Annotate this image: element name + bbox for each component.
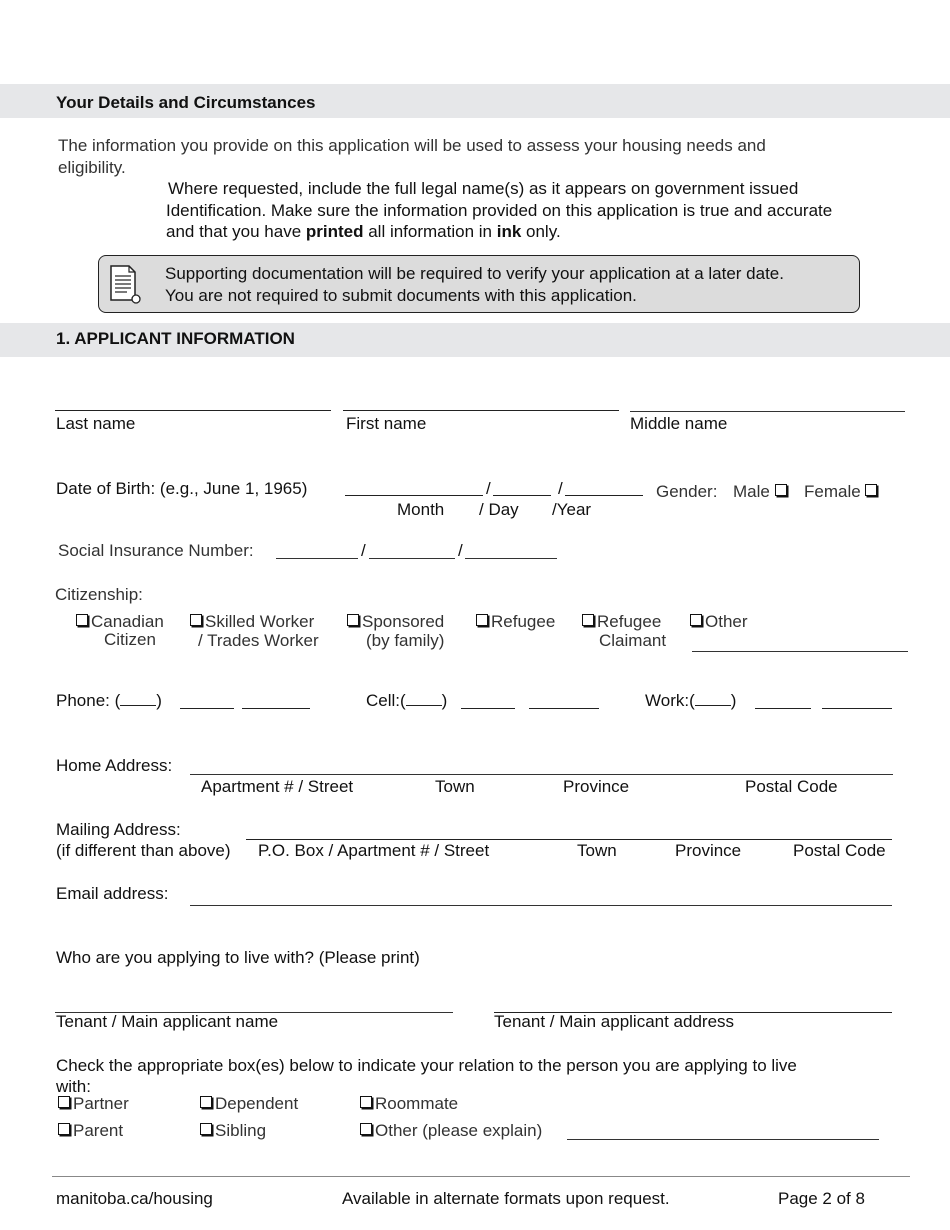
note-line-1: Supporting documentation will be required to verify your application at a later date. — [165, 264, 784, 283]
gender-female-checkbox[interactable] — [865, 484, 877, 496]
refugee-label: Refugee — [491, 612, 556, 631]
dob-month-field[interactable] — [345, 495, 483, 496]
cell-close: ) — [441, 691, 448, 710]
dob-label: Date of Birth: (e.g., June 1, 1965) — [56, 479, 308, 498]
phone-open: Phone: ( — [56, 691, 121, 710]
section-title: Your Details and Circumstances — [56, 93, 316, 112]
roommate-label: Roommate — [375, 1094, 459, 1113]
mailing-address-label: Mailing Address: — [56, 820, 181, 839]
work-open: Work:( — [645, 691, 695, 710]
other-citizenship-checkbox[interactable] — [690, 614, 702, 626]
phone-close: ) — [156, 691, 162, 710]
sibling-checkbox[interactable] — [200, 1123, 212, 1135]
partner-checkbox[interactable] — [58, 1096, 70, 1108]
sin-label: Social Insurance Number: — [58, 541, 254, 560]
parent-label: Parent — [73, 1121, 124, 1140]
citizenship-canadian-option[interactable] — [76, 612, 164, 632]
last-name-label: Last name — [56, 414, 136, 433]
other-relation-label: Other (please explain) — [375, 1121, 543, 1140]
sponsored-label: Sponsored — [362, 612, 445, 631]
dependent-checkbox[interactable] — [200, 1096, 212, 1108]
phone-number-field[interactable] — [242, 708, 310, 709]
sin-field-3[interactable] — [465, 558, 557, 559]
gender-female-option[interactable] — [804, 482, 880, 502]
footer-formats-note: Available in alternate formats upon request. — [342, 1189, 670, 1208]
dob-year-label: /Year — [552, 500, 592, 519]
canadian-label: Canadian — [91, 612, 164, 631]
sponsored-checkbox[interactable] — [347, 614, 359, 626]
refugee-checkbox[interactable] — [476, 614, 488, 626]
mailing-address-sublabel: (if different than above) — [56, 841, 231, 860]
work-number-field[interactable] — [822, 708, 892, 709]
work-label — [645, 691, 736, 711]
req-text-printed: printed — [305, 222, 364, 241]
cell-label — [366, 691, 447, 711]
gender-male-option[interactable] — [733, 482, 790, 502]
gender-label: Gender: — [656, 482, 718, 501]
relation-instruction-line-2: with: — [56, 1077, 91, 1096]
skilled-worker-label-line-2: / Trades Worker — [198, 631, 319, 650]
supporting-docs-note — [98, 255, 860, 313]
requirement-line-3 — [166, 221, 561, 243]
citizenship-refugee-option[interactable] — [476, 612, 555, 632]
refugee-claimant-label-line-2: Claimant — [599, 631, 667, 650]
note-line-2: You are not required to submit documents with this application. — [165, 286, 637, 305]
relation-sibling-option[interactable] — [200, 1121, 266, 1141]
sin-field-1[interactable] — [276, 558, 358, 559]
work-prefix-field[interactable] — [755, 708, 811, 709]
sin-separator-1: / — [361, 541, 366, 560]
dob-month-label: Month — [397, 500, 445, 519]
citizenship-label: Citizenship: — [55, 585, 143, 604]
dependent-label: Dependent — [215, 1094, 299, 1113]
dob-day-label: / Day — [479, 500, 519, 519]
footer-page-number: Page 2 of 8 — [778, 1189, 865, 1208]
sponsored-label-line-2: (by family) — [366, 631, 445, 650]
sibling-label: Sibling — [215, 1121, 267, 1140]
citizenship-sponsored-option[interactable] — [347, 612, 444, 632]
requirement-line-1: Where requested, include the full legal name(s) as it appears on government issued — [168, 179, 799, 198]
tenant-name-label: Tenant / Main applicant name — [56, 1012, 279, 1031]
phone-area-code-field[interactable] — [120, 705, 156, 706]
cell-area-code-field[interactable] — [406, 705, 442, 706]
roommate-checkbox[interactable] — [360, 1096, 372, 1108]
dob-year-field[interactable] — [565, 495, 643, 496]
canadian-label-line-2: Citizen — [104, 630, 156, 649]
parent-checkbox[interactable] — [58, 1123, 70, 1135]
dob-separator-1: / — [486, 479, 491, 498]
home-address-label: Home Address: — [56, 756, 173, 775]
work-area-code-field[interactable] — [695, 705, 731, 706]
gender-male-checkbox[interactable] — [775, 484, 787, 496]
relation-roommate-option[interactable] — [360, 1094, 458, 1114]
sin-field-2[interactable] — [369, 558, 455, 559]
partner-label: Partner — [73, 1094, 129, 1113]
home-province-label: Province — [563, 777, 630, 796]
intro-line-1: The information you provide on this application will be used to assess your housing needs and — [58, 136, 766, 155]
middle-name-field[interactable] — [630, 411, 905, 412]
first-name-field[interactable] — [343, 410, 619, 411]
intro-line-2: eligibility. — [58, 158, 126, 177]
mailing-postal-label: Postal Code — [793, 841, 886, 860]
footer-divider — [52, 1176, 910, 1177]
req-text-a: and that you have — [166, 222, 306, 241]
phone-prefix-field[interactable] — [180, 708, 234, 709]
citizenship-other-option[interactable] — [690, 612, 748, 632]
dob-day-field[interactable] — [493, 495, 551, 496]
mailing-street-label: P.O. Box / Apartment # / Street — [258, 841, 490, 860]
citizenship-skilled-option[interactable] — [190, 612, 314, 632]
tenant-address-label: Tenant / Main applicant address — [494, 1012, 735, 1031]
home-postal-label: Postal Code — [745, 777, 838, 796]
citizenship-claimant-option[interactable] — [582, 612, 661, 632]
requirement-line-2: Identification. Make sure the information provided on this application is true and accurate — [166, 201, 833, 220]
req-text-e: only. — [521, 222, 561, 241]
home-street-label: Apartment # / Street — [201, 777, 354, 796]
relation-instruction-line-1: Check the appropriate box(es) below to indicate your relation to the person you are applying to live — [56, 1056, 797, 1075]
gender-male-label: Male — [733, 482, 770, 501]
req-text-ink: ink — [496, 222, 522, 241]
dob-separator-2: / — [558, 479, 563, 498]
phone-label — [56, 691, 162, 711]
footer-website: manitoba.ca/housing — [56, 1189, 213, 1208]
relation-partner-option[interactable] — [58, 1094, 129, 1114]
relation-parent-option[interactable] — [58, 1121, 123, 1141]
sin-separator-2: / — [458, 541, 463, 560]
email-label: Email address: — [56, 884, 169, 903]
skilled-worker-checkbox[interactable] — [190, 614, 202, 626]
home-town-label: Town — [435, 777, 475, 796]
home-address-field[interactable] — [190, 774, 893, 775]
mailing-town-label: Town — [577, 841, 617, 860]
canadian-checkbox[interactable] — [76, 614, 88, 626]
relation-other-option[interactable] — [360, 1121, 542, 1141]
email-field[interactable] — [190, 905, 892, 906]
work-close: ) — [730, 691, 737, 710]
other-citizenship-field[interactable] — [692, 651, 908, 652]
other-relation-checkbox[interactable] — [360, 1123, 372, 1135]
req-text-c: all information in — [363, 222, 497, 241]
cell-prefix-field[interactable] — [461, 708, 515, 709]
living-with-question: Who are you applying to live with? (Please print) — [56, 948, 420, 967]
cell-number-field[interactable] — [529, 708, 599, 709]
document-icon — [109, 264, 141, 304]
gender-female-label: Female — [804, 482, 861, 501]
other-relation-field[interactable] — [567, 1139, 879, 1140]
cell-open: Cell:( — [366, 691, 406, 710]
mailing-address-field[interactable] — [246, 839, 892, 840]
first-name-label: First name — [346, 414, 427, 433]
relation-dependent-option[interactable] — [200, 1094, 298, 1114]
mailing-province-label: Province — [675, 841, 742, 860]
refugee-claimant-checkbox[interactable] — [582, 614, 594, 626]
refugee-claimant-label: Refugee — [597, 612, 662, 631]
middle-name-label: Middle name — [630, 414, 728, 433]
last-name-field[interactable] — [55, 410, 331, 411]
other-citizenship-label: Other — [705, 612, 748, 631]
applicant-section-title: 1. APPLICANT INFORMATION — [56, 329, 295, 348]
skilled-worker-label: Skilled Worker — [205, 612, 315, 631]
